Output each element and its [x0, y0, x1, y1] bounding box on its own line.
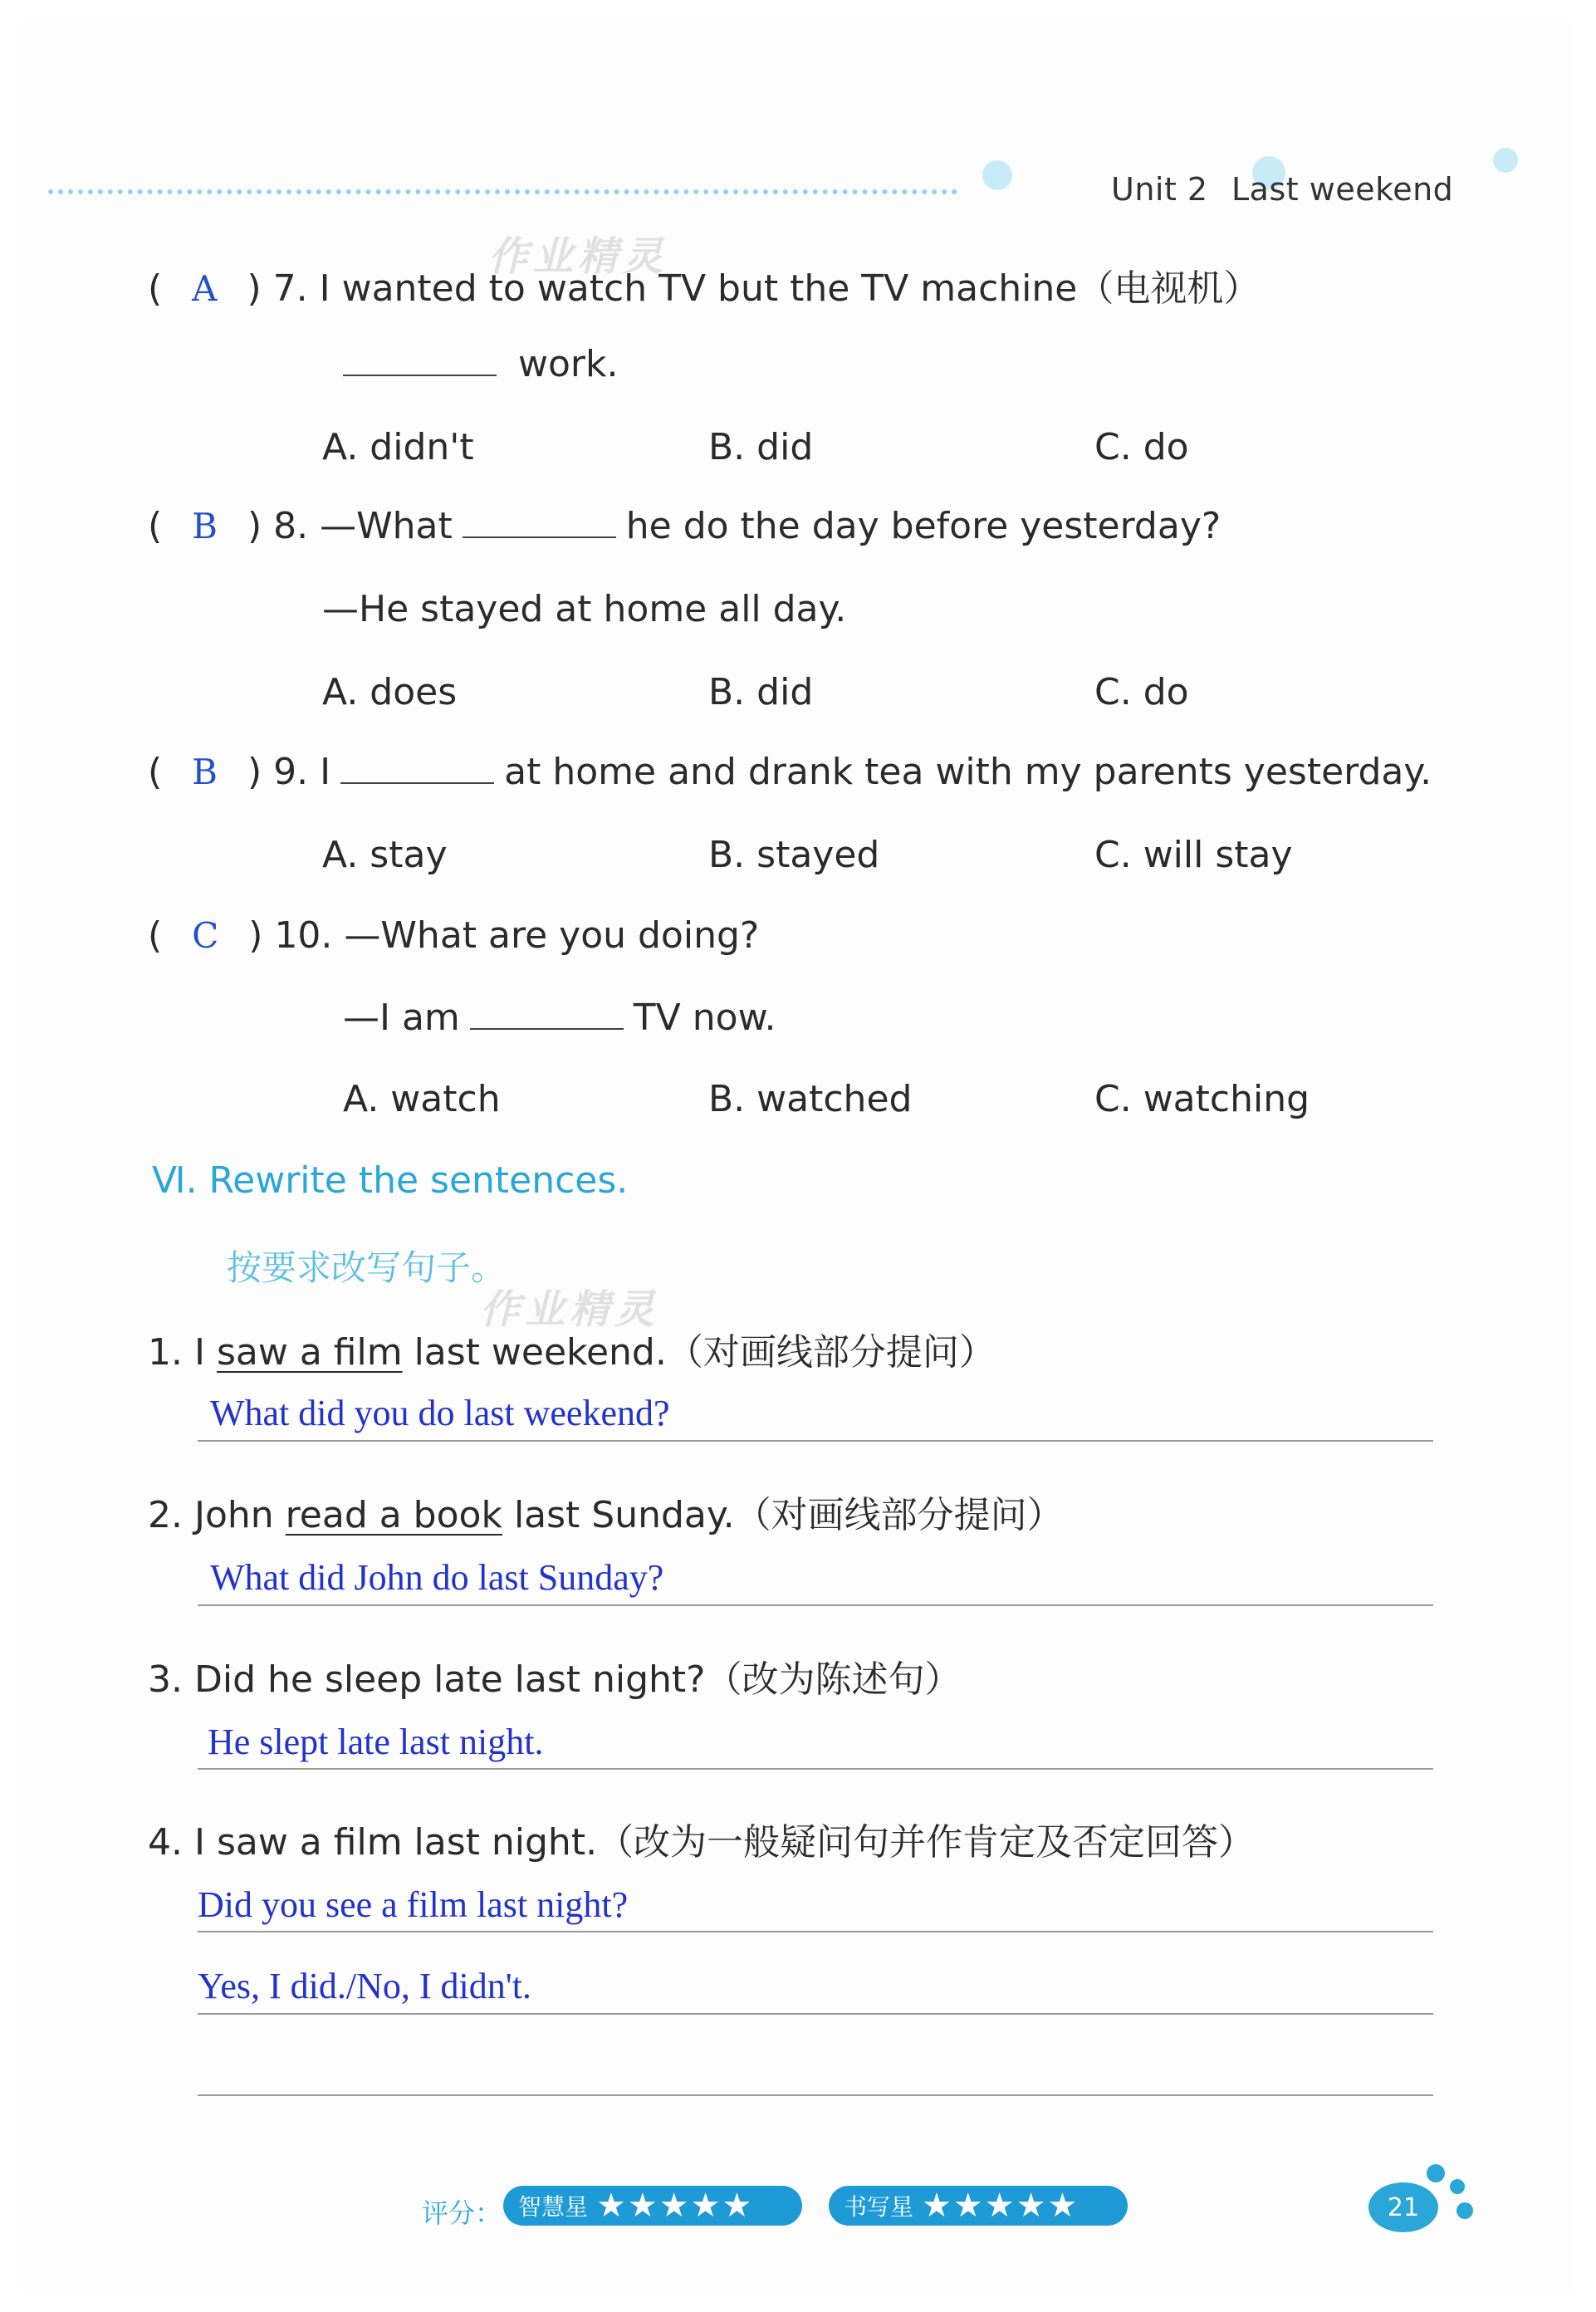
- option-c: C. do: [1094, 426, 1189, 468]
- item-text: last Sunday.（对画线部分提问）: [513, 1494, 1064, 1536]
- answer-text: Did you see a film last night?: [198, 1884, 629, 1925]
- writing-star-rating: [829, 2186, 1128, 2226]
- question-number: 10.: [274, 914, 333, 957]
- wisdom-star-rating: [503, 2186, 802, 2226]
- header-title: Last weekend: [1231, 171, 1454, 208]
- option-c: C. will stay: [1094, 834, 1293, 876]
- section-subtitle: 按要求改写句子。: [227, 1247, 507, 1288]
- answer-letter: A: [192, 268, 218, 309]
- decor-bubble: [982, 160, 1012, 190]
- rating-label: 智慧星: [518, 2193, 589, 2221]
- header-unit: Unit 2: [1111, 171, 1208, 208]
- answer-text: What did you do last weekend?: [210, 1393, 670, 1433]
- star-icon: ★★★★★: [596, 2187, 754, 2225]
- answer-text: What did John do last Sunday?: [210, 1557, 664, 1598]
- question-number: 8.: [273, 505, 309, 547]
- option-b: B. stayed: [708, 834, 880, 876]
- question-text: —What are you doing?: [344, 914, 760, 957]
- question-7-line2: [343, 343, 618, 385]
- option-c: C. do: [1094, 671, 1189, 713]
- decor-dot: [1427, 2164, 1445, 2182]
- answer-line: [198, 2013, 1433, 2015]
- page-number: 21: [1368, 2182, 1438, 2232]
- option-c: C. watching: [1094, 1078, 1310, 1120]
- watermark: 作业精灵: [480, 1286, 660, 1333]
- question-8: ( B ) 8. —What he do the day before yesterday?: [148, 505, 1221, 547]
- option-a: A. didn't: [322, 426, 474, 468]
- underlined-phrase: read a book: [285, 1494, 502, 1536]
- question-7: ( A ) 7. I wanted to watch TV but the TV machine（电视机）: [148, 267, 1261, 310]
- question-text: I: [320, 751, 331, 793]
- answer-line: [198, 1440, 1433, 1442]
- answer-line: [198, 1931, 1433, 1932]
- answer-line: [198, 1768, 1433, 1770]
- decor-dot: [1456, 2202, 1473, 2219]
- rating-label: 书写星: [844, 2193, 914, 2221]
- answer-letter: B: [192, 752, 218, 792]
- question-text: at home and drank tea with my parents yesterday.: [504, 751, 1432, 793]
- answer-letter: C: [192, 915, 219, 956]
- fill-blank: [463, 536, 616, 538]
- header-dotted-line: [48, 189, 957, 194]
- item-text: I: [193, 1331, 205, 1374]
- option-b: B. did: [708, 671, 814, 713]
- fill-blank: [340, 781, 494, 784]
- question-text: he do the day before yesterday?: [625, 505, 1221, 547]
- question-number: 7.: [272, 267, 308, 310]
- question-text: TV now.: [633, 997, 776, 1039]
- option-b: B. did: [708, 426, 814, 468]
- item-number: 3.: [148, 1658, 183, 1701]
- decor-bubble: [1493, 148, 1518, 173]
- section-title: Ⅵ. Rewrite the sentences.: [152, 1159, 629, 1202]
- item-text: last weekend.（对画线部分提问）: [414, 1331, 996, 1374]
- question-8-reply: —He stayed at home all day.: [322, 588, 847, 630]
- decor-dot: [1450, 2179, 1465, 2194]
- question-10: ( C ) 10. —What are you doing?: [148, 914, 760, 957]
- option-a: A. does: [322, 671, 458, 713]
- rewrite-1: [148, 1322, 996, 1375]
- option-b: B. watched: [708, 1078, 913, 1120]
- answer-letter: B: [192, 506, 218, 546]
- item-text: Did he sleep late last night?（改为陈述句）: [193, 1658, 962, 1701]
- watermark: 作业精灵: [488, 233, 668, 280]
- rewrite-2: [148, 1485, 1064, 1538]
- question-9: ( B ) 9. I at home and drank tea with my parents yesterday.: [148, 751, 1432, 793]
- question-10-reply: [343, 997, 776, 1039]
- item-text: John: [193, 1494, 274, 1536]
- underlined-phrase: saw a film: [216, 1331, 403, 1374]
- workbook-page: [23, 23, 1573, 2290]
- answer-text: Yes, I did./No, I didn't.: [198, 1966, 531, 2006]
- question-text: work.: [518, 343, 619, 385]
- question-text: —I am: [343, 997, 460, 1039]
- star-icon: ★★★★★: [922, 2187, 1080, 2225]
- rewrite-4: [148, 1812, 1255, 1865]
- rewrite-3: [148, 1649, 962, 1702]
- item-text: I saw a film last night.（改为一般疑问句并作肯定及否定回答）: [193, 1821, 1256, 1864]
- question-number: 9.: [273, 751, 309, 793]
- option-a: A. stay: [322, 834, 448, 876]
- answer-line: [198, 2094, 1433, 2096]
- fill-blank: [470, 1027, 624, 1030]
- item-number: 2.: [148, 1494, 183, 1536]
- question-text: —What: [320, 505, 453, 547]
- answer-line: [198, 1604, 1433, 1606]
- question-text: I wanted to watch TV but the TV machine（电视机）: [319, 267, 1261, 310]
- answer-text: He slept late last night.: [208, 1722, 544, 1762]
- option-a: A. watch: [343, 1078, 501, 1120]
- item-number: 4.: [148, 1821, 183, 1864]
- score-label: 评分：: [422, 2197, 502, 2229]
- item-number: 1.: [148, 1331, 183, 1374]
- fill-blank: [343, 374, 497, 376]
